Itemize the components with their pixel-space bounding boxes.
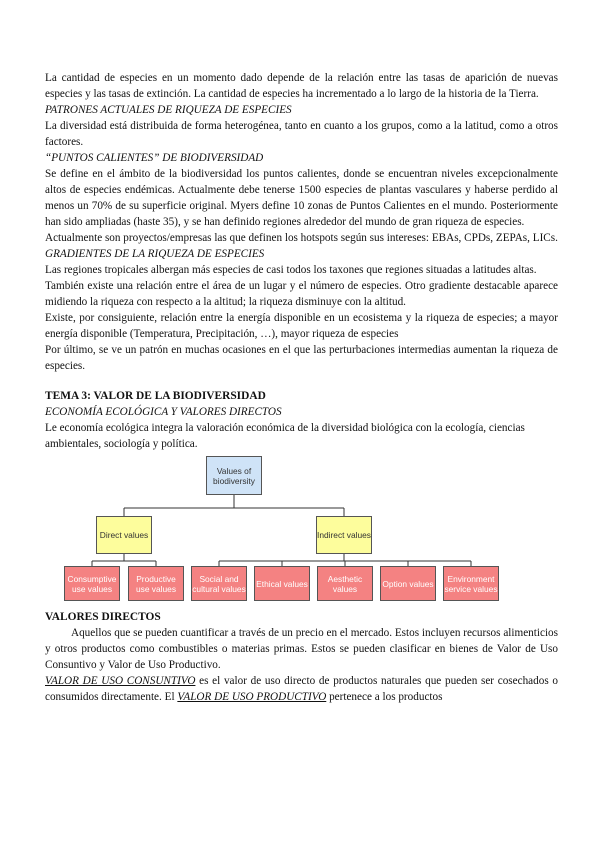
node-ethical-values: Ethical values	[254, 566, 310, 601]
node-productive-use-values: Productive use values	[128, 566, 184, 601]
node-values-of-biodiversity: Values of biodiversity	[206, 456, 262, 495]
paragraph: La cantidad de especies en un momento dado depende de la relación entre las tasas de aparición de nuevas especies y las tasas de extinción. La cantidad de especies ha incrementado a lo largo de la historia de la Tierra.	[45, 72, 558, 100]
text: pertenece a los productos	[326, 691, 443, 703]
section-heading: VALORES DIRECTOS	[45, 611, 161, 623]
node-direct-values: Direct values	[96, 516, 152, 554]
section-heading: “PUNTOS CALIENTES” DE BIODIVERSIDAD	[45, 152, 264, 164]
node-option-values: Option values	[380, 566, 436, 601]
paragraph	[45, 673, 558, 705]
chapter-title: TEMA 3: VALOR DE LA BIODIVERSIDAD	[45, 390, 266, 402]
node-consumptive-use-values: Consumptive use values	[64, 566, 120, 601]
paragraph: Aquellos que se pueden cuantificar a través de un precio en el mercado. Estos incluyen recursos alimenticios y otros productos como combustibles o materias primas. Estos se pueden clasificar en bienes de Valor de Uso Consuntivo y Valor de Uso Productivo.	[45, 627, 558, 671]
term-productivo: VALOR DE USO PRODUCTIVO	[177, 691, 327, 703]
paragraph: Existe, por consiguiente, relación entre la energía disponible en un ecosistema y la riqueza de especies; a mayor energía disponible (Temperatura, Precipitación, …), mayor riqueza de especies	[45, 312, 558, 340]
node-aesthetic-values: Aesthetic values	[317, 566, 373, 601]
paragraph: También existe una relación entre el área de un lugar y el número de especies. Otro gradiente destacable aparece midiendo la riqueza con respecto a la altitud; la riqueza disminuye con la altitud.	[45, 280, 558, 308]
term-consuntivo: VALOR DE USO CONSUNTIVO	[45, 675, 196, 687]
paragraph: Las regiones tropicales albergan más especies de casi todos los taxones que regiones situadas a latitudes altas.	[45, 264, 537, 276]
node-environment-service-values: Environment service values	[443, 566, 499, 601]
values-diagram	[45, 456, 558, 601]
section-heading: ECONOMÍA ECOLÓGICA Y VALORES DIRECTOS	[45, 406, 282, 418]
paragraph: Actualmente son proyectos/empresas las que definen los hotspots según sus intereses: EBAs, CPDs, ZEPAs, LICs.	[45, 232, 558, 244]
paragraph: Se define en el ámbito de la biodiversidad los puntos calientes, donde se encuentran niveles excepcionalmente altos de especies endémicas. Actualmente debe tenerse 1500 especies de plantas vasculares y haberse perdido al menos un 70% de su superficie original. Myers define 10 zonas de Puntos Calientes en el mundo. Posteriormente han sido ampliadas (haste 35), y se han definido regiones alrededor del mundo de gran riqueza de especies.	[45, 168, 558, 228]
paragraph: Por último, se ve un patrón en muchas ocasiones en el que las perturbaciones intermedias aumentan la riqueza de especies.	[45, 344, 558, 372]
paragraph: Le economía ecológica integra la valoración económica de la diversidad biológica con la ecología, ciencias ambientales, sociología y política.	[45, 422, 525, 450]
paragraph: La diversidad está distribuida de forma heterogénea, tanto en cuanto a los grupos, como a la latitud, como a otros factores.	[45, 120, 558, 148]
text: es el valor de uso directo de productos naturales que pueden ser cosechados o consumidos directamente. El	[45, 675, 558, 703]
node-social-cultural-values: Social and cultural values	[191, 566, 247, 601]
node-indirect-values: Indirect values	[316, 516, 372, 554]
section-heading: GRADIENTES DE LA RIQUEZA DE ESPECIES	[45, 248, 265, 260]
document-page	[45, 70, 558, 705]
section-heading: PATRONES ACTUALES DE RIQUEZA DE ESPECIES	[45, 104, 292, 116]
